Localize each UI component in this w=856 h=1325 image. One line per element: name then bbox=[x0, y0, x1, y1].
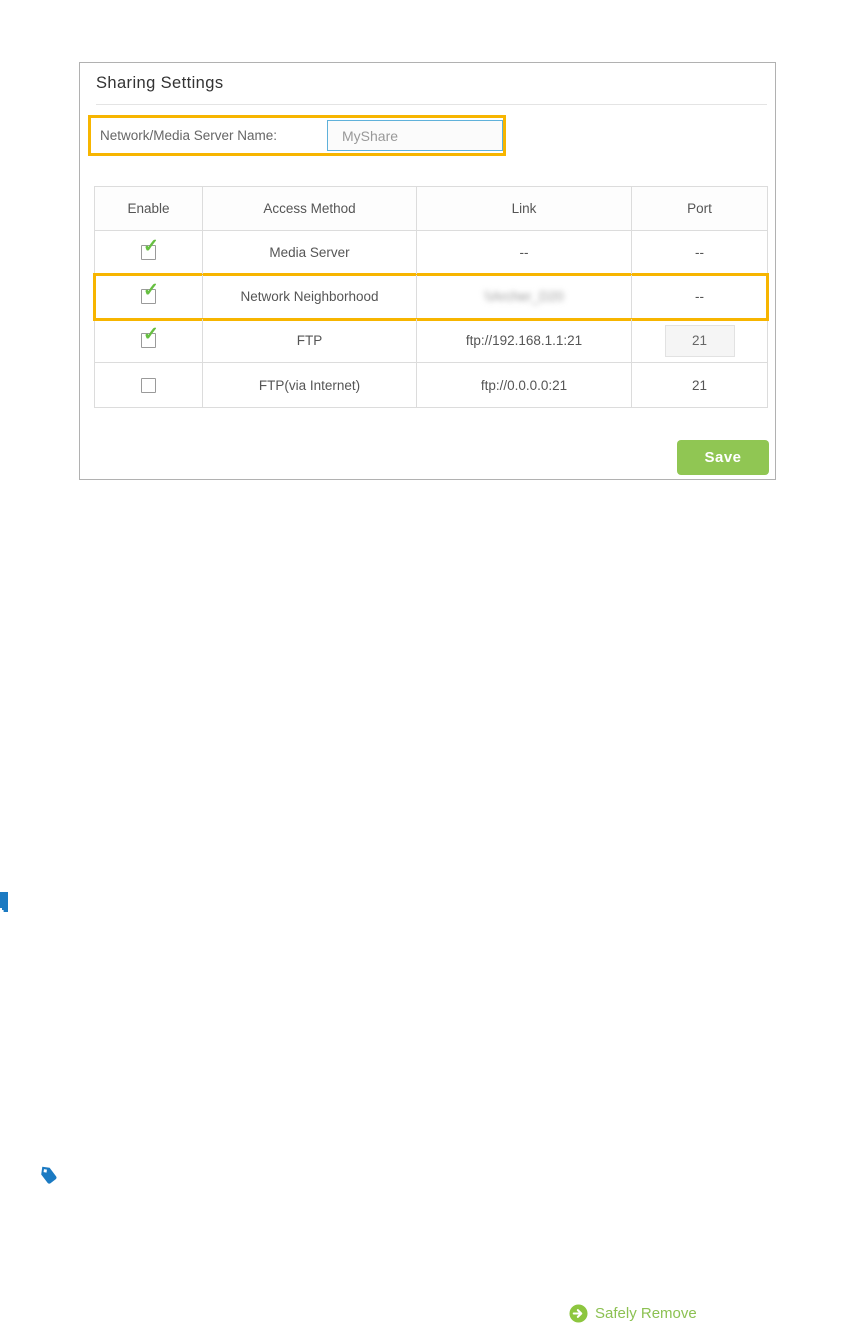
port-cell bbox=[632, 363, 767, 407]
link-value-blurred: \\Archer_D20 bbox=[484, 289, 564, 304]
link-cell bbox=[417, 231, 632, 274]
port-cell bbox=[632, 231, 767, 274]
table-row bbox=[95, 231, 767, 275]
port-input[interactable] bbox=[665, 325, 735, 357]
link-value: -- bbox=[519, 245, 529, 260]
column-header-link: Link bbox=[417, 187, 632, 230]
link-value: ftp://0.0.0.0:21 bbox=[480, 377, 568, 393]
link-value: ftp://192.168.1.1:21 bbox=[465, 333, 583, 348]
safely-remove-label: Safely Remove bbox=[595, 1305, 697, 1322]
column-header-enable: Enable bbox=[95, 187, 203, 230]
tips-tag-icon bbox=[38, 1165, 59, 1186]
enable-cell bbox=[95, 275, 203, 318]
safely-remove-button[interactable] bbox=[569, 1304, 697, 1323]
link-cell bbox=[417, 363, 632, 407]
checkbox-checked[interactable] bbox=[141, 236, 159, 260]
enable-cell bbox=[95, 319, 203, 362]
access-method-cell: FTP(via Internet) bbox=[203, 363, 417, 407]
check-mark-icon: ✓ bbox=[143, 280, 159, 301]
checkbox-unchecked[interactable] bbox=[141, 378, 156, 393]
safely-remove-arrow-icon bbox=[569, 1304, 588, 1323]
title-divider bbox=[96, 104, 767, 105]
check-mark-icon: ✓ bbox=[143, 236, 159, 257]
note-icon bbox=[0, 892, 8, 912]
server-name-label: Network/Media Server Name: bbox=[100, 128, 278, 143]
sharing-settings-panel bbox=[79, 62, 776, 480]
enable-cell bbox=[95, 231, 203, 274]
server-name-highlight-box bbox=[88, 115, 506, 156]
access-method-cell: Media Server bbox=[203, 231, 417, 274]
table-row bbox=[95, 363, 767, 407]
checkbox-checked[interactable] bbox=[141, 324, 159, 348]
port-value: -- bbox=[695, 289, 704, 304]
column-header-port: Port bbox=[687, 201, 712, 216]
server-name-input[interactable] bbox=[327, 120, 503, 151]
checkbox-checked[interactable] bbox=[141, 280, 159, 304]
port-cell bbox=[632, 275, 767, 318]
access-method-cell: FTP bbox=[203, 319, 417, 362]
table-header-row bbox=[95, 187, 767, 231]
check-mark-icon: ✓ bbox=[143, 324, 159, 345]
page-title: Sharing Settings bbox=[96, 74, 224, 92]
port-cell bbox=[632, 319, 767, 362]
port-value: -- bbox=[695, 245, 704, 260]
link-cell bbox=[417, 319, 632, 362]
port-value: 21 bbox=[691, 377, 708, 393]
sharing-table bbox=[94, 186, 768, 408]
link-cell bbox=[417, 275, 632, 318]
save-button[interactable]: Save bbox=[677, 440, 769, 475]
table-row bbox=[95, 319, 767, 363]
access-method-cell: Network Neighborhood bbox=[203, 275, 417, 318]
table-row-highlighted bbox=[95, 275, 767, 319]
enable-cell bbox=[95, 363, 203, 407]
column-header-access-method: Access Method bbox=[203, 187, 417, 230]
